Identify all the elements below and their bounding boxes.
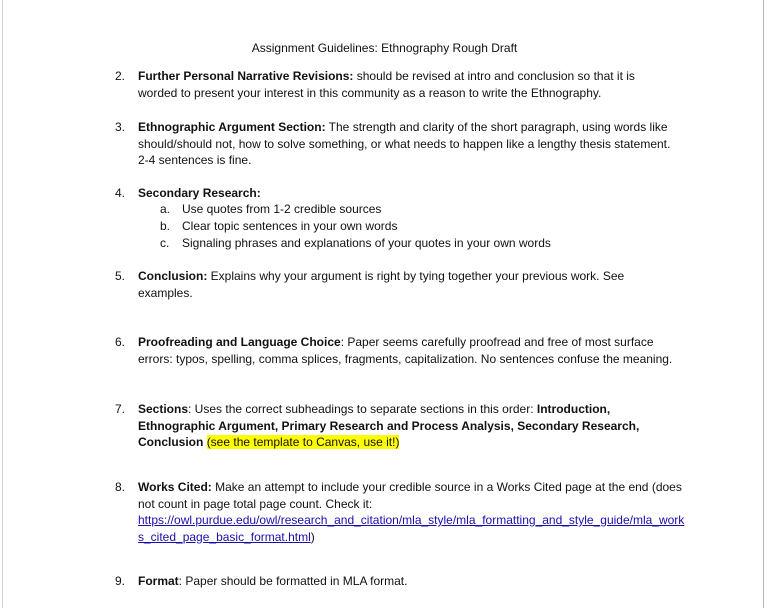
- item-number: 6.: [115, 335, 126, 349]
- list-item: 8. Works Cited: Make an attempt to include your credible source in a Works Cited page at the end (does not count in page total page count. Check it: https://owl.purdue.edu/owl/research_and_citation/mla_style/mla_formatting_and_style_guide/mla_works_cited_page_basic_format.html): [115, 480, 685, 544]
- item-label: Format: [138, 574, 179, 588]
- item-label: Secondary Research:: [138, 186, 261, 200]
- item-label: Sections: [138, 402, 189, 416]
- item-text: : Paper should be formatted in MLA format.: [178, 574, 408, 588]
- item-number: 8.: [115, 480, 126, 494]
- list-item: [115, 185, 675, 202]
- section-order: Introduction, Ethnographic Argument, Primary Research and Process Analysis, Secondary Research, Conclusion: [138, 402, 640, 449]
- item-text: Make an attempt to include your credible source in a Works Cited page at the end (does not count in page total page count. Check it:: [138, 480, 682, 511]
- item-text: should be revised at intro and conclusion so that it is worded to present your interest in this community as a reason to write the Ethnography.: [138, 69, 635, 100]
- owl-purdue-link[interactable]: https://owl.purdue.edu/owl/research_and_citation/mla_style/mla_formatting_and_style_guide/mla_works_cited_page_basic_format.html: [138, 513, 685, 544]
- item-number: 5.: [115, 269, 126, 283]
- sub-list-item: [160, 201, 381, 218]
- item-number: 2.: [115, 69, 126, 83]
- sub-item-letter: b.: [160, 219, 171, 233]
- item-text: Explains why your argument is right by tying together your previous work. See examples.: [138, 269, 625, 300]
- list-item: [115, 119, 675, 169]
- document-title: Assignment Guidelines: Ethnography Rough Draft: [251, 41, 518, 55]
- item-label: Further Personal Narrative Revisions:: [138, 69, 354, 83]
- item-label: Ethnographic Argument Section:: [138, 120, 326, 134]
- list-item: [115, 68, 675, 101]
- item-number: 4.: [115, 186, 126, 200]
- item-label: Proofreading and Language Choice: [138, 335, 341, 349]
- list-item: [115, 573, 675, 590]
- sub-item-text: Clear topic sentences in your own words: [182, 219, 398, 233]
- item-label: Conclusion:: [138, 269, 208, 283]
- sub-item-letter: c.: [160, 236, 170, 250]
- item-text: The strength and clarity of the short paragraph, using words like should/should not, how to solve something, or what needs to happen like a lengthy thesis statement. 2-4 sentences is fine.: [138, 120, 671, 167]
- item-number: 9.: [115, 574, 126, 588]
- document-page: [2, 0, 764, 608]
- item-text: : Paper seems carefully proofread and free of most surface errors: typos, spelling, comma splices, fragments, capitalization. No sentences confuse the meaning.: [138, 335, 673, 366]
- sub-list-item: [160, 218, 397, 235]
- list-item: [115, 268, 675, 301]
- list-item: [115, 334, 675, 367]
- sub-list-item: [160, 235, 551, 252]
- sub-item-text: Signaling phrases and explanations of your quotes in your own words: [182, 236, 551, 250]
- list-item: [115, 401, 675, 451]
- item-number: 3.: [115, 120, 126, 134]
- item-text: : Uses the correct subheadings to separate sections in this order:: [188, 402, 537, 416]
- sub-item-text: Use quotes from 1-2 credible sources: [182, 202, 382, 216]
- sub-item-letter: a.: [160, 202, 171, 216]
- item-label: Works Cited:: [138, 480, 212, 494]
- item-number: 7.: [115, 402, 126, 416]
- highlighted-note: (see the template to Canvas, use it!): [206, 435, 400, 449]
